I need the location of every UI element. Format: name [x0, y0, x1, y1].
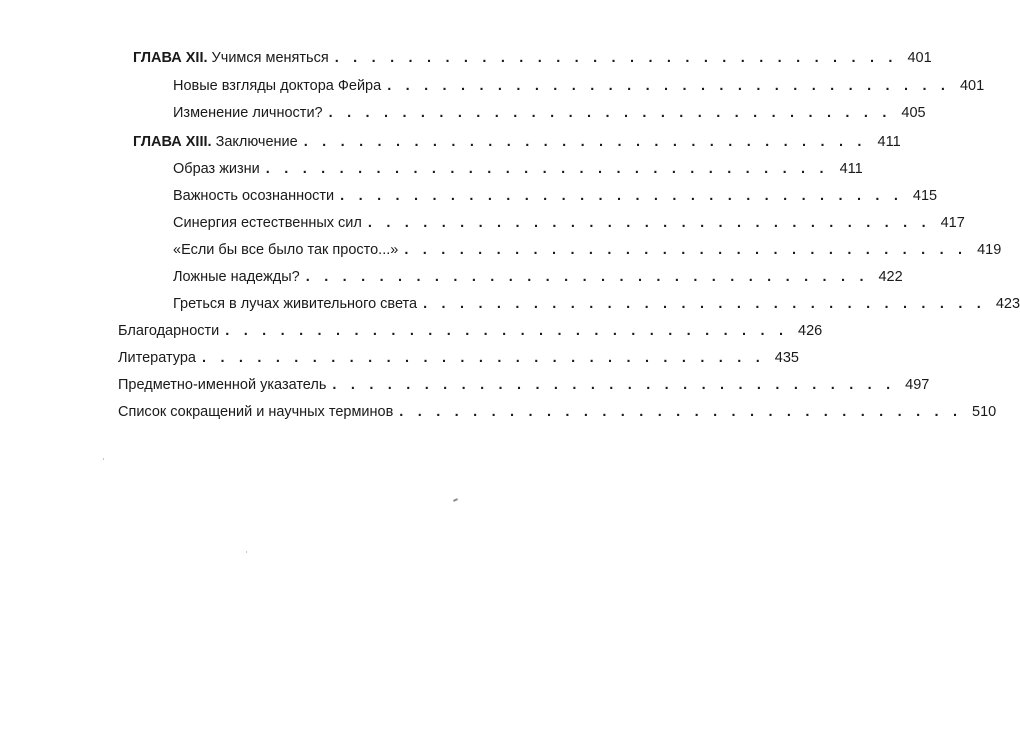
dot-leader: . . . . . . . . . . . . . . . . . . . . . . . . . . . . . . . — [305, 269, 869, 285]
toc-section — [173, 101, 926, 125]
toc-chapter-13 — [133, 130, 901, 154]
toc-section — [173, 265, 903, 289]
back-matter-title: Литература — [118, 350, 196, 366]
section-title: Ложные надежды? — [173, 269, 300, 285]
chapter-number: ГЛАВА XIII. — [133, 134, 212, 150]
section-title: Образ жизни — [173, 161, 260, 177]
page-number: 417 — [940, 215, 965, 231]
back-matter-title: Предметно-именной указатель — [118, 377, 327, 393]
section-title: Изменение личности? — [173, 105, 323, 121]
chapter-heading — [133, 46, 329, 70]
chapter-heading — [133, 130, 298, 154]
dot-leader: . . . . . . . . . . . . . . . . . . . . . . . . . . . . . . . — [334, 50, 898, 66]
dot-leader: . . . . . . . . . . . . . . . . . . . . . . . . . . . . . . . — [202, 350, 765, 366]
page-number: 405 — [901, 105, 926, 121]
dot-leader: . . . . . . . . . . . . . . . . . . . . . . . . . . . . . . . — [328, 105, 892, 121]
page-number: 401 — [907, 50, 932, 66]
dot-leader: . . . . . . . . . . . . . . . . . . . . . . . . . . . . . . . — [399, 404, 963, 420]
back-matter-title: Благодарности — [118, 323, 220, 339]
page-number: 419 — [977, 242, 1002, 258]
chapter-number: ГЛАВА XII. — [133, 50, 208, 66]
toc-back-matter-item — [118, 319, 823, 343]
page-number: 423 — [995, 296, 1020, 312]
toc-section — [173, 211, 965, 235]
section-title: Новые взгляды доктора Фейра — [173, 78, 382, 94]
page-number: 435 — [774, 350, 799, 366]
toc-back-matter-item — [118, 373, 930, 397]
section-title: Синергия естественных сил — [173, 215, 362, 231]
page-number: 401 — [959, 78, 985, 94]
section-title: «Если бы все было так просто...» — [173, 242, 399, 258]
toc-section — [173, 292, 1020, 316]
dot-leader: . . . . . . . . . . . . . . . . . . . . . . . . . . . . . . . — [423, 296, 987, 312]
dot-leader: . . . . . . . . . . . . . . . . . . . . . . . . . . . . . . . — [265, 161, 829, 177]
toc-section — [173, 184, 938, 208]
page-number: 411 — [839, 161, 863, 177]
page-number: 415 — [912, 188, 938, 204]
toc-back-matter-item — [118, 346, 799, 370]
page-number: 426 — [798, 323, 823, 339]
dot-leader: . . . . . . . . . . . . . . . . . . . . . . . . . . . . . . . — [367, 215, 931, 231]
dot-leader: . . . . . . . . . . . . . . . . . . . . . . . . . . . . . . . — [332, 377, 896, 393]
back-matter-title: Список сокращений и научных терминов — [118, 404, 394, 420]
section-title: Греться в лучах живительного света — [173, 296, 418, 312]
toc-chapter-12 — [133, 46, 932, 70]
page-number: 497 — [905, 377, 930, 393]
scan-speck — [246, 551, 247, 553]
chapter-title: Заключение — [215, 134, 298, 150]
scan-speck — [103, 458, 104, 460]
toc-section — [173, 157, 863, 181]
toc-section — [173, 238, 1002, 262]
dot-leader: . . . . . . . . . . . . . . . . . . . . . . . . . . . . . . . — [387, 78, 951, 94]
scan-speck — [453, 498, 458, 502]
section-title: Важность осознанности — [173, 188, 335, 204]
page-number: 422 — [878, 269, 903, 285]
page-number: 411 — [877, 134, 901, 150]
dot-leader: . . . . . . . . . . . . . . . . . . . . . . . . . . . . . . . — [404, 242, 968, 258]
dot-leader: . . . . . . . . . . . . . . . . . . . . . . . . . . . . . . . — [225, 323, 789, 339]
chapter-title: Учимся меняться — [211, 50, 329, 66]
toc-section — [173, 74, 985, 98]
dot-leader: . . . . . . . . . . . . . . . . . . . . . . . . . . . . . . . — [303, 134, 867, 150]
toc-back-matter-item — [118, 400, 997, 424]
page-number: 510 — [972, 404, 997, 420]
dot-leader: . . . . . . . . . . . . . . . . . . . . . . . . . . . . . . . — [340, 188, 904, 204]
